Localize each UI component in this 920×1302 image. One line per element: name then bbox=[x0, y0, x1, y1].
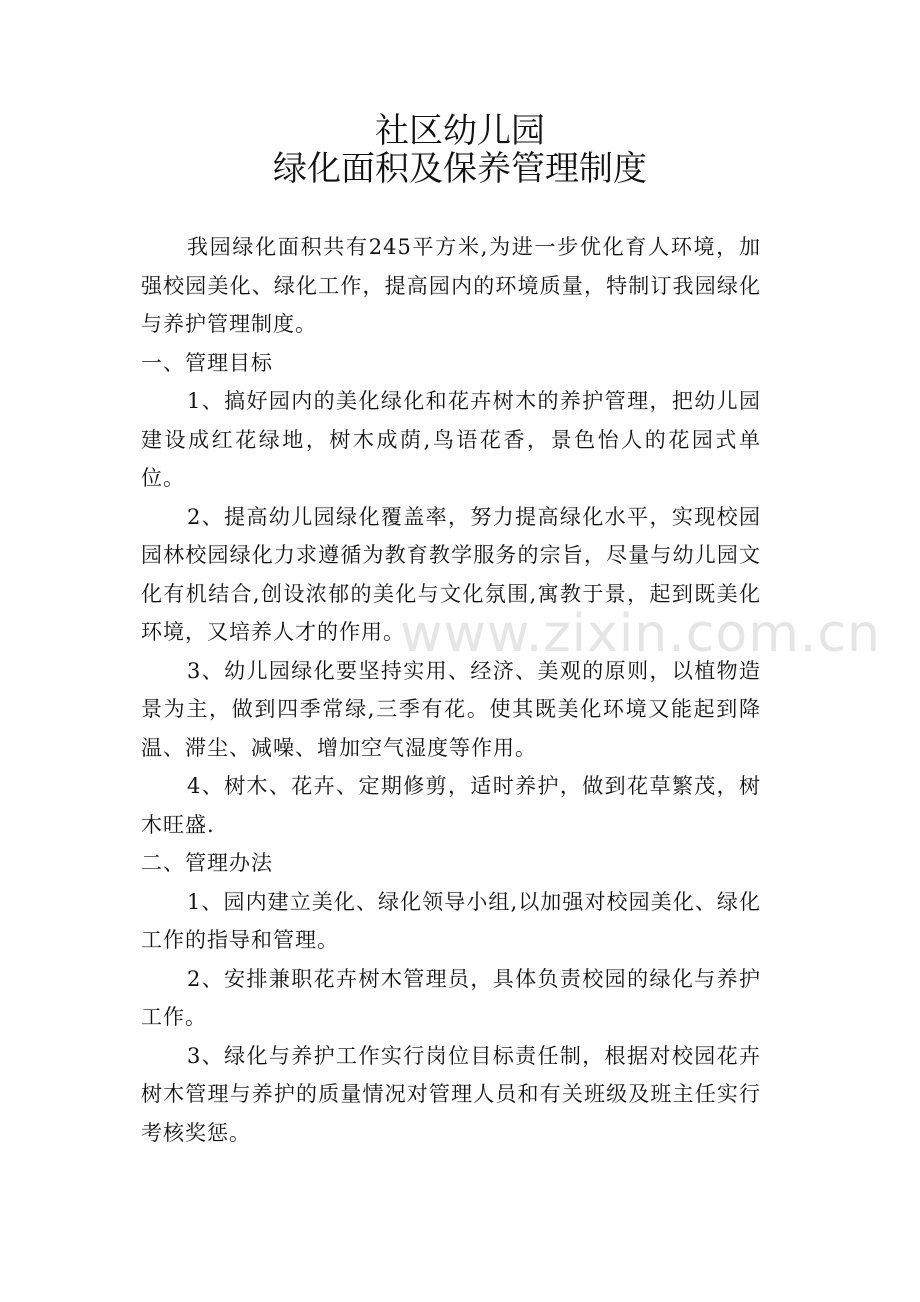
document-title-line2: 绿化面积及保养管理制度 bbox=[273, 149, 647, 189]
goal-item-4: 4、树木、花卉、定期修剪，适时养护，做到花草繁茂，树木旺盛. bbox=[141, 774, 761, 837]
intro-paragraph: 我园绿化面积共有245平方米,为进一步优化育人环境，加强校园美化、绿化工作，提高园内的环境质量，特制订我园绿化与养护管理制度。 bbox=[141, 235, 761, 336]
document-title-line1: 社区幼儿园 bbox=[375, 111, 545, 151]
document-body bbox=[141, 228, 761, 1152]
method-item-2: 2、安排兼职花卉树木管理员，具体负责校园的绿化与养护工作。 bbox=[141, 966, 761, 1029]
watermark-text: www.zixin.com.cn bbox=[400, 604, 881, 664]
section-heading-goals: 一、管理目标 bbox=[141, 350, 273, 375]
method-item-3: 3、绿化与养护工作实行岗位目标责任制，根据对校园花卉树木管理与养护的质量情况对管理人员和有关班级及班主任实行考核奖惩。 bbox=[141, 1043, 761, 1145]
method-item-1: 1、园内建立美化、绿化领导小组,以加强对校园美化、绿化工作的指导和管理。 bbox=[141, 889, 761, 952]
goal-item-2: 2、提高幼儿园绿化覆盖率，努力提高绿化水平，实现校园园林校园绿化力求遵循为教育教学服务的宗旨，尽量与幼儿园文化有机结合,创设浓郁的美化与文化氛围,寓教于景，起到既美化环境，又培养人才的作用。 bbox=[141, 504, 761, 644]
goal-item-1: 1、搞好园内的美化绿化和花卉树木的养护管理，把幼儿园建设成红花绿地，树木成荫,鸟语花香，景色怡人的花园式单位。 bbox=[141, 389, 761, 490]
section-heading-methods: 二、管理办法 bbox=[141, 851, 273, 875]
goal-item-3: 3、幼儿园绿化要坚持实用、经济、美观的原则，以植物造景为主，做到四季常绿,三季有花。使其既美化环境又能起到降温、滞尘、减噪、增加空气湿度等作用。 bbox=[141, 658, 761, 760]
